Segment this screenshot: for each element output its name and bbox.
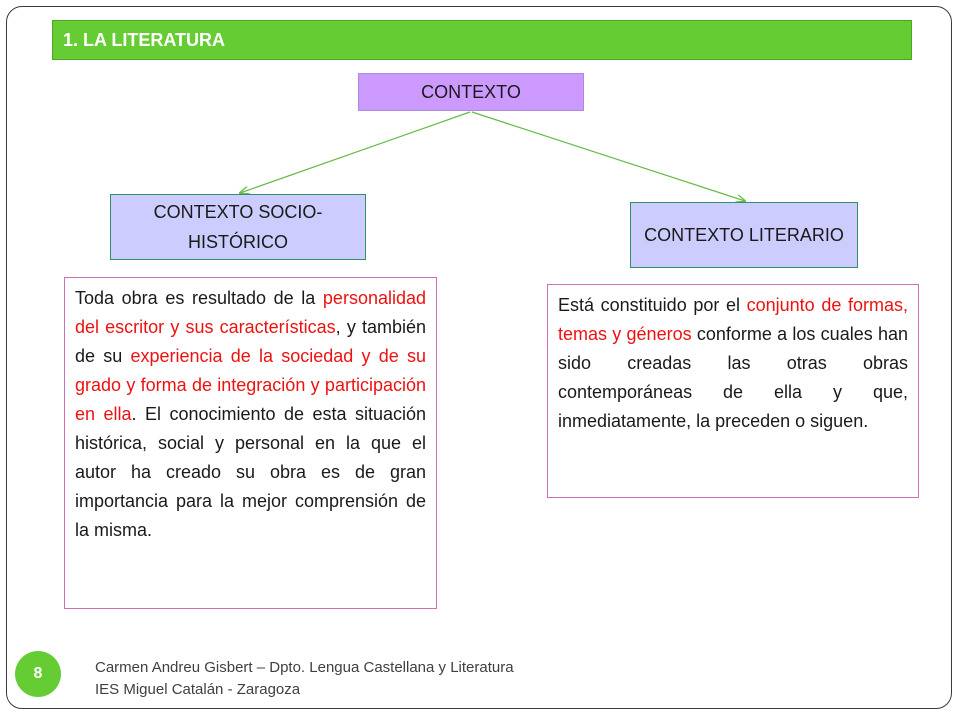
slide-title: 1. LA LITERATURA [63, 30, 225, 50]
page-number-badge [15, 651, 61, 697]
node-contexto-label: CONTEXTO [421, 81, 521, 102]
node-contexto-literario [630, 202, 858, 268]
text-segment: Toda obra es resultado de la [75, 288, 323, 308]
node-socio-historico-label: CONTEXTO SOCIO-HISTÓRICO [153, 202, 323, 252]
node-literario-label: CONTEXTO LITERARIO [644, 225, 844, 245]
text-segment: conforme a los cuales han sido creadas las otras obras contemporáneas de ella y que, inmediatamente, la preceden o siguen. [558, 324, 908, 431]
socio-historico-description [64, 277, 437, 609]
page-number: 8 [33, 665, 43, 682]
title-bar [52, 20, 912, 60]
highlighted-text-segment: experiencia de la sociedad y de su grado y forma de integración y participación en ella [75, 346, 426, 424]
footer-author: Carmen Andreu Gisbert – Dpto. Lengua Castellana y Literatura [95, 659, 514, 676]
highlighted-text-segment: conjunto de formas, temas y géneros [558, 295, 908, 344]
highlighted-text-segment: personalidad del escritor y sus características [75, 288, 426, 337]
literario-description [547, 284, 919, 498]
footer-school: IES Miguel Catalán - Zaragoza [95, 681, 301, 698]
node-contexto [358, 73, 584, 111]
text-segment: Está constituido por el [558, 295, 747, 315]
text-segment: . El conocimiento de esta situación histórica, social y personal en la que el autor ha creado su obra es de gran importancia para la mejor comprensión de la misma. [75, 404, 427, 540]
node-contexto-socio-historico [110, 194, 366, 260]
text-segment: , y también de su [75, 317, 427, 366]
